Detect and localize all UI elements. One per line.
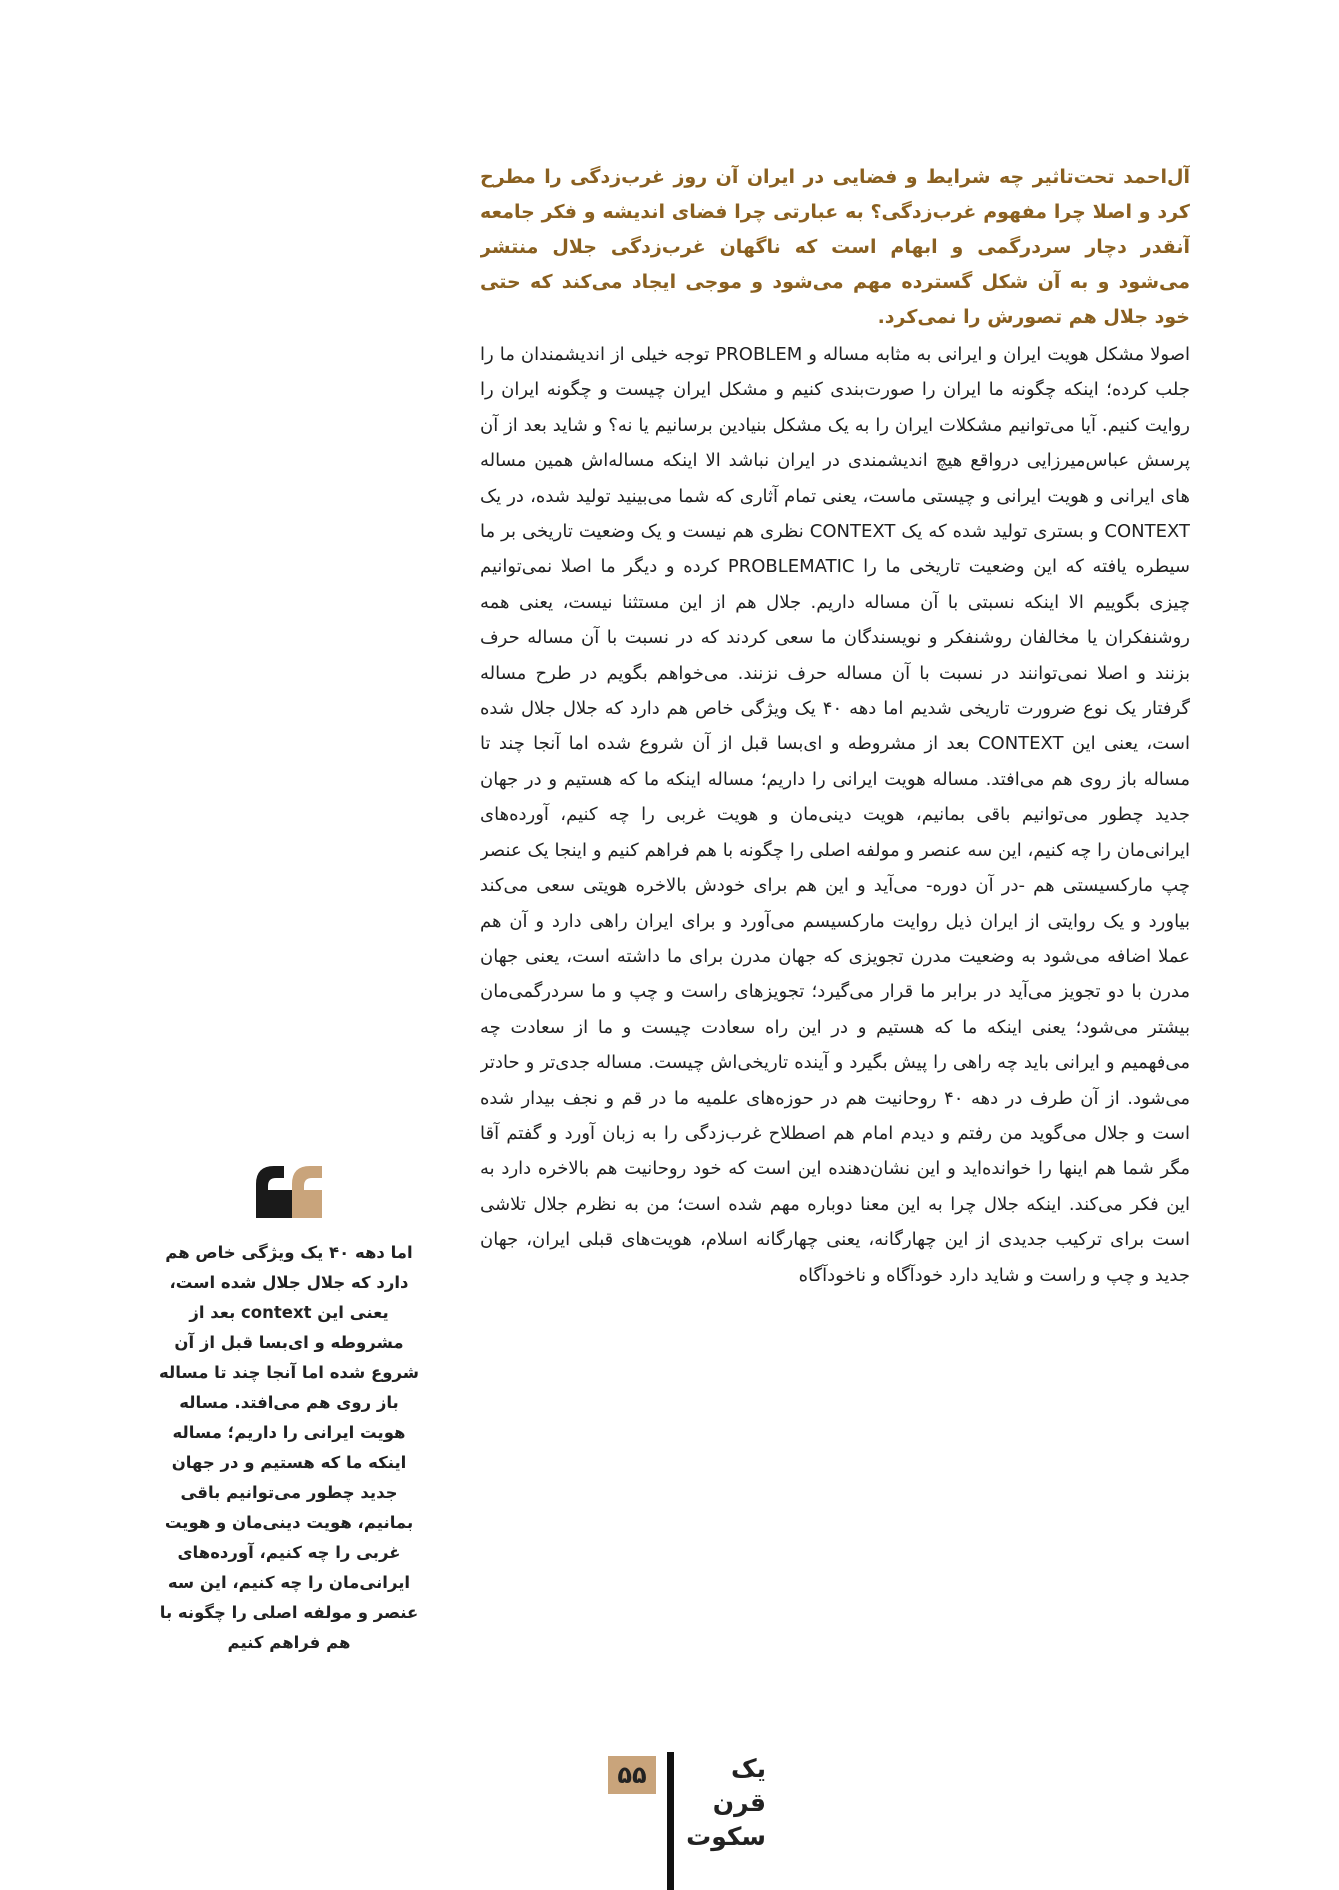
article-main-column [480, 160, 1190, 1720]
magazine-title-line-1: یک قرن [712, 1754, 766, 1817]
article-body-text: اصولا مشکل هویت ایران و ایرانی به مثابه مساله و PROBLEM توجه خیلی از اندیشمندان ما را جلب کرده؛ اینکه چگونه ما ایران را صورت‌بندی کنیم و مشکل ایران چیست و چگونه ایران را روایت کنیم. آیا می‌توانیم مشکلات ایران را به یک مشکل بنیادین برسانیم یا نه؟ و شاید بعد از آن پرسش عباس‌میرزایی درواقع هیچ اندیشمندی در ایران نباشد الا اینکه مساله‌اش همین مساله های ایرانی و هویت ایرانی و چیستی ماست، یعنی تمام آثاری که شما می‌بینید تولید شده، در یک CONTEXT و بستری تولید شده که یک CONTEXT نظری هم نیست و یک وضعیت تاریخی بر ما سیطره یافته که این وضعیت تاریخی ما را PROBLEMATIC کرده و دیگر ما اصلا نمی‌توانیم چیزی بگوییم الا اینکه نسبتی با آن مساله داریم. جلال هم از این مستثنا نیست، یعنی همه روشنفکران یا مخالفان روشنفکر و نویسندگان ما سعی کردند که در نسبت با آن مساله حرف بزنند و اصلا نمی‌توانند در نسبت با آن مساله حرف نزنند. می‌خواهم بگویم در طرح مساله گرفتار یک نوع ضرورت تاریخی شدیم اما دهه ۴۰ یک ویژگی خاص هم دارد که جلال جلال شده است، یعنی این CONTEXT بعد از مشروطه و ای‌بسا قبل از آن شروع شده اما آنجا چند تا مساله باز روی هم می‌افتد. مساله هویت ایرانی را داریم؛ مساله اینکه ما که هستیم و در جهان جدید چطور می‌توانیم باقی بمانیم، هویت دینی‌مان و هویت غربی را چه کنیم، آورده‌های ایرانی‌مان را چه کنیم، این سه عنصر و مولفه اصلی را چگونه با هم فراهم کنیم و اینجا یک عنصر چپ مارکسیستی هم -در آن دوره- می‌آید و این هم برای خودش بالاخره هویتی سعی می‌کند بیاورد و یک روایتی از ایران ذیل روایت مارکسیسم می‌آورد و برای ایران راهی دارد و آن هم عملا اضافه می‌شود به وضعیت مدرن تجویزی که جهان مدرن برای ما داشته است، یعنی جهان مدرن با دو تجویز می‌آید در برابر ما قرار می‌گیرد؛ تجویزهای راست و چپ و ما سردرگمی‌مان بیشتر می‌شود؛ یعنی اینکه ما که هستیم و در این راه سعادت چیست و ما از سعادت چه می‌فهمیم و ایرانی باید چه راهی را پیش بگیرد و آینده تاریخی‌اش چیست. مساله جدی‌تر و حادتر می‌شود. از آن طرف در دهه ۴۰ روحانیت هم در حوزه‌های علمیه ما در قم و نجف بیدار شده است و جلال می‌گوید من رفتم و دیدم امام هم اصطلاح غرب‌زدگی را به زبان آورد و گفتم آقا مگر شما هم اینها را خوانده‌اید و این نشان‌دهنده این است که خود روحانیت هم بالاخره دارد به این فکر می‌کند. اینکه جلال چرا به این معنا دوباره مهم شده است؛ من به نظرم جلال تلاشی است برای ترکیب جدیدی از این چهارگانه، یعنی چهارگانه اسلام، هویت‌های قبلی ایران، جهان جدید و چپ و راست و شاید دارد خودآگاه و ناخودآگاه [480, 344, 1190, 1286]
article-lead-paragraph: آل‌احمد تحت‌تاثیر چه شرایط و فضایی در ایران آن روز غرب‌زدگی را مطرح کرد و اصلا چرا مفهوم غرب‌زدگی؟ به عبارتی چرا فضای اندیشه و فکر جامعه آنقدر دچار سردرگمی و ابهام است که ناگهان غرب‌زدگی جلال منتشر می‌شود و به آن شکل گسترده مهم می‌شود و موجی ایجاد می‌کند که حتی خود جلال هم تصورش را نمی‌کرد. [480, 166, 1190, 328]
footer-divider [667, 1752, 674, 1890]
magazine-title [686, 1752, 766, 1854]
pull-quote: اما دهه ۴۰ یک ویژگی خاص هم دارد که جلال جلال شده است، یعنی این context بعد از مشروطه و ای‌بسا قبل از آن شروع شده اما آنجا چند تا مساله باز روی هم می‌افتد. مساله هویت ایرانی را داریم؛ مساله اینکه ما که هستیم و در جهان جدید چطور می‌توانیم باقی بمانیم، هویت دینی‌مان و هویت غربی را چه کنیم، آورده‌های ایرانی‌مان را چه کنیم، این سه عنصر و مولفه اصلی را چگونه با هم فراهم کنیم [159, 1243, 419, 1652]
magazine-title-line-2: سکوت [686, 1822, 766, 1851]
page-number: ۵۵ [608, 1756, 656, 1794]
quotation-mark-icon [254, 1164, 324, 1218]
